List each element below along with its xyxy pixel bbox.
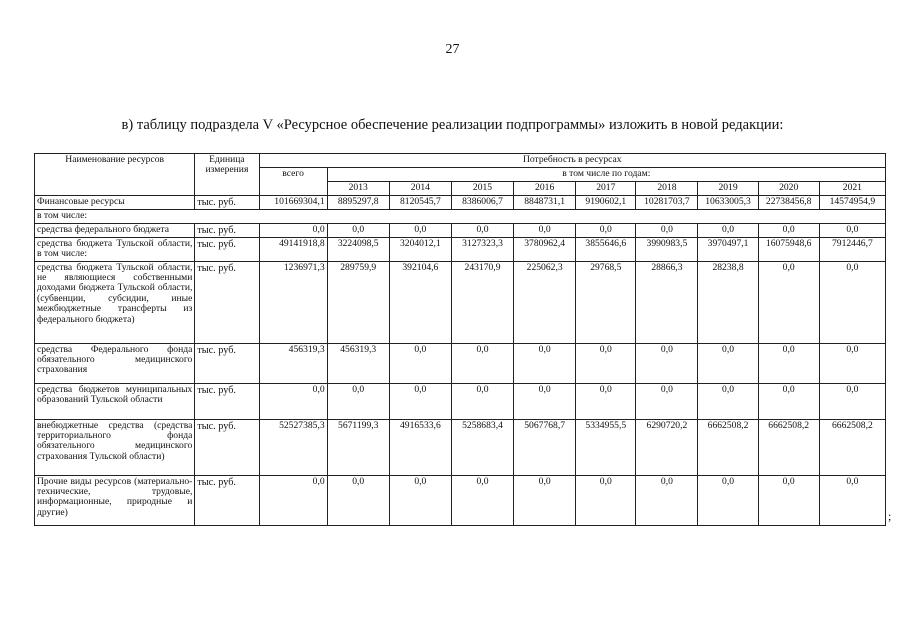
year-value-cell: 6662508,2 xyxy=(819,419,885,475)
year-value-cell: 0,0 xyxy=(451,475,513,525)
year-value-cell: 0,0 xyxy=(576,383,636,419)
year-value-cell: 22738456,8 xyxy=(758,196,819,210)
year-value-cell: 8120545,7 xyxy=(389,196,451,210)
year-value-cell: 0,0 xyxy=(389,383,451,419)
year-value-cell: 0,0 xyxy=(636,343,698,383)
resource-name: средства федерального бюджета xyxy=(35,224,195,238)
year-value-cell: 28866,3 xyxy=(636,261,698,343)
year-value-cell: 3127323,3 xyxy=(451,238,513,262)
year-value-cell: 8386006,7 xyxy=(451,196,513,210)
year-value-cell: 0,0 xyxy=(819,383,885,419)
year-value-cell: 16075948,6 xyxy=(758,238,819,262)
year-value-cell: 0,0 xyxy=(819,475,885,525)
year-value-cell: 392104,6 xyxy=(389,261,451,343)
year-value-cell: 0,0 xyxy=(698,343,758,383)
year-value-cell: 0,0 xyxy=(576,224,636,238)
year-value-cell: 0,0 xyxy=(389,224,451,238)
total-cell: 52527385,3 xyxy=(259,419,327,475)
year-value-cell: 0,0 xyxy=(451,383,513,419)
year-value-cell: 14574954,9 xyxy=(819,196,885,210)
total-cell: 0,0 xyxy=(259,224,327,238)
unit-cell: тыс. руб. xyxy=(195,261,259,343)
year-value-cell: 456319,3 xyxy=(327,343,389,383)
year-value-cell: 0,0 xyxy=(576,343,636,383)
page-number: 27 xyxy=(445,42,460,57)
header-year: 2014 xyxy=(389,182,451,196)
year-value-cell: 0,0 xyxy=(758,475,819,525)
year-value-cell: 0,0 xyxy=(698,224,758,238)
resources-table xyxy=(34,153,886,526)
year-value-cell: 4916533,6 xyxy=(389,419,451,475)
year-value-cell: 0,0 xyxy=(636,383,698,419)
header-year: 2017 xyxy=(576,182,636,196)
resource-name: средства бюджета Тульской области, не являющиеся собственными доходами бюджета Тульской области, (субвенции, субсидии, иные межбюджетные трансферты из федерального бюджета) xyxy=(35,261,195,343)
year-value-cell: 0,0 xyxy=(514,383,576,419)
header-year: 2016 xyxy=(514,182,576,196)
year-value-cell: 28238,8 xyxy=(698,261,758,343)
year-value-cell: 10281703,7 xyxy=(636,196,698,210)
year-value-cell: 0,0 xyxy=(451,343,513,383)
year-value-cell: 10633005,3 xyxy=(698,196,758,210)
year-value-cell: 5067768,7 xyxy=(514,419,576,475)
total-cell: 1236971,3 xyxy=(259,261,327,343)
year-value-cell: 0,0 xyxy=(327,224,389,238)
table-row xyxy=(35,224,886,238)
unit-cell: тыс. руб. xyxy=(195,196,259,210)
year-value-cell: 225062,3 xyxy=(514,261,576,343)
year-value-cell: 6662508,2 xyxy=(698,419,758,475)
trailing-semicolon: ; xyxy=(888,509,892,523)
year-value-cell: 0,0 xyxy=(514,224,576,238)
header-year: 2018 xyxy=(636,182,698,196)
table-row xyxy=(35,210,886,224)
year-value-cell: 0,0 xyxy=(327,383,389,419)
year-value-cell: 0,0 xyxy=(636,224,698,238)
year-value-cell: 0,0 xyxy=(698,475,758,525)
resource-name: Финансовые ресурсы xyxy=(35,196,195,210)
year-value-cell: 3970497,1 xyxy=(698,238,758,262)
year-value-cell: 0,0 xyxy=(819,224,885,238)
table-row xyxy=(35,261,886,343)
resource-name: в том числе: xyxy=(35,210,886,224)
header-name: Наименование ресурсов xyxy=(35,154,195,196)
year-value-cell: 8848731,1 xyxy=(514,196,576,210)
year-value-cell: 0,0 xyxy=(758,343,819,383)
resource-name: Прочие виды ресурсов (материально-технические, трудовые, информационные, природные и другие) xyxy=(35,475,195,525)
year-value-cell: 0,0 xyxy=(514,343,576,383)
table-row xyxy=(35,383,886,419)
year-value-cell: 0,0 xyxy=(389,475,451,525)
year-value-cell: 0,0 xyxy=(514,475,576,525)
header-unit: Единица измерения xyxy=(195,154,259,196)
year-value-cell: 3990983,5 xyxy=(636,238,698,262)
year-value-cell: 0,0 xyxy=(327,475,389,525)
year-value-cell: 9190602,1 xyxy=(576,196,636,210)
total-cell: 101669304,1 xyxy=(259,196,327,210)
header-by-year: в том числе по годам: xyxy=(327,168,885,182)
year-value-cell: 0,0 xyxy=(758,224,819,238)
year-value-cell: 289759,9 xyxy=(327,261,389,343)
section-heading: в) таблицу подраздела V «Ресурсное обеспечение реализации подпрограммы» изложить в новой редакции: xyxy=(121,117,784,133)
unit-cell: тыс. руб. xyxy=(195,475,259,525)
header-year: 2015 xyxy=(451,182,513,196)
total-cell: 49141918,8 xyxy=(259,238,327,262)
year-value-cell: 29768,5 xyxy=(576,261,636,343)
header-year: 2021 xyxy=(819,182,885,196)
year-value-cell: 0,0 xyxy=(636,475,698,525)
resource-name: внебюджетные средства (средства территориального фонда обязательного медицинского страхования Тульской области) xyxy=(35,419,195,475)
resource-name: средства Федерального фонда обязательного медицинского страхования xyxy=(35,343,195,383)
year-value-cell: 5334955,5 xyxy=(576,419,636,475)
table-row xyxy=(35,475,886,525)
unit-cell: тыс. руб. xyxy=(195,383,259,419)
header-total: всего xyxy=(259,168,327,196)
unit-cell: тыс. руб. xyxy=(195,419,259,475)
unit-cell: тыс. руб. xyxy=(195,224,259,238)
year-value-cell: 0,0 xyxy=(389,343,451,383)
year-value-cell: 0,0 xyxy=(576,475,636,525)
year-value-cell: 3855646,6 xyxy=(576,238,636,262)
table-row xyxy=(35,196,886,210)
header-year: 2013 xyxy=(327,182,389,196)
year-value-cell: 8895297,8 xyxy=(327,196,389,210)
unit-cell: тыс. руб. xyxy=(195,238,259,262)
year-value-cell: 0,0 xyxy=(758,383,819,419)
table-row xyxy=(35,343,886,383)
year-value-cell: 6290720,2 xyxy=(636,419,698,475)
header-need: Потребность в ресурсах xyxy=(259,154,886,168)
year-value-cell: 0,0 xyxy=(451,224,513,238)
year-value-cell: 3780962,4 xyxy=(514,238,576,262)
year-value-cell: 0,0 xyxy=(819,261,885,343)
year-value-cell: 243170,9 xyxy=(451,261,513,343)
table-row xyxy=(35,419,886,475)
year-value-cell: 5671199,3 xyxy=(327,419,389,475)
header-year: 2020 xyxy=(758,182,819,196)
resource-name: средства бюджета Тульской области, в том числе: xyxy=(35,238,195,262)
header-year: 2019 xyxy=(698,182,758,196)
table-row xyxy=(35,238,886,262)
year-value-cell: 0,0 xyxy=(698,383,758,419)
year-value-cell: 0,0 xyxy=(819,343,885,383)
total-cell: 0,0 xyxy=(259,475,327,525)
year-value-cell: 7912446,7 xyxy=(819,238,885,262)
total-cell: 0,0 xyxy=(259,383,327,419)
total-cell: 456319,3 xyxy=(259,343,327,383)
year-value-cell: 5258683,4 xyxy=(451,419,513,475)
resource-name: средства бюджетов муниципальных образований Тульской области xyxy=(35,383,195,419)
year-value-cell: 3204012,1 xyxy=(389,238,451,262)
year-value-cell: 3224098,5 xyxy=(327,238,389,262)
year-value-cell: 6662508,2 xyxy=(758,419,819,475)
unit-cell: тыс. руб. xyxy=(195,343,259,383)
year-value-cell: 0,0 xyxy=(758,261,819,343)
